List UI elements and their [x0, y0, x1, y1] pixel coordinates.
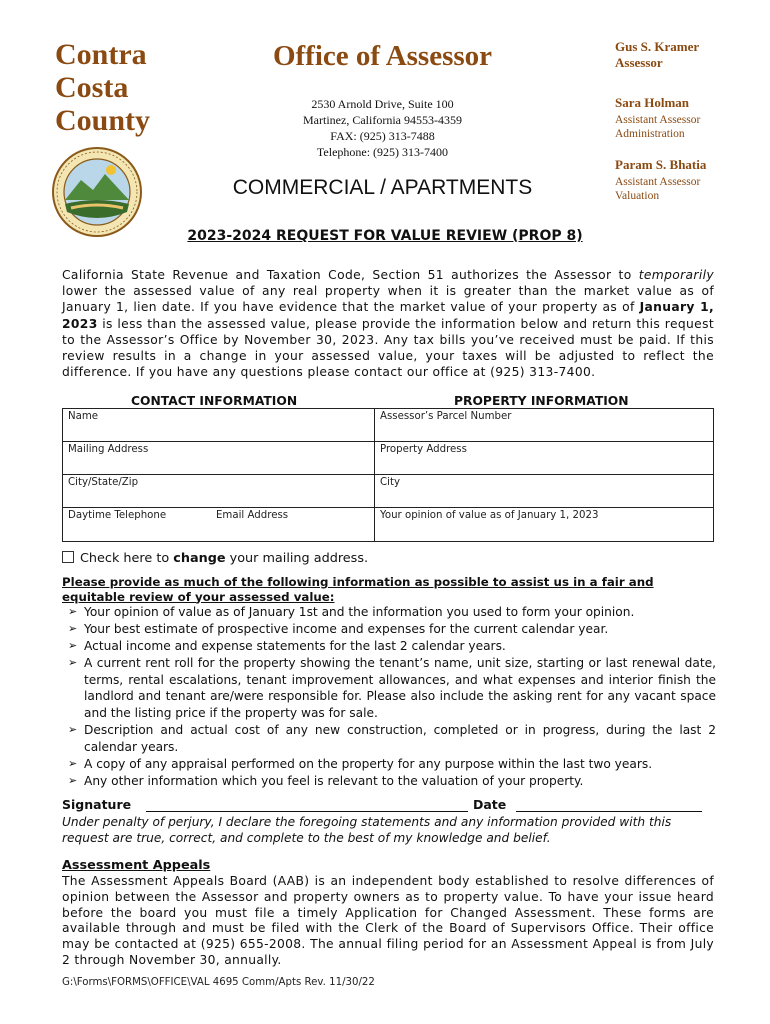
- city-state-zip-field[interactable]: [63, 475, 374, 507]
- document-type: COMMERCIAL / APARTMENTS: [232, 176, 533, 199]
- property-info-header: PROPERTY INFORMATION: [454, 394, 629, 408]
- list-item: [68, 621, 716, 638]
- field-label: City/State/Zip: [68, 477, 139, 488]
- mailing-change-checkbox[interactable]: [62, 551, 74, 563]
- staff-name: Sara Holman: [615, 95, 690, 110]
- county-name: [55, 38, 150, 137]
- list-item: [68, 722, 716, 755]
- field-label: Daytime Telephone: [68, 510, 167, 521]
- intro-text: California State Revenue and Taxation Code, Section 51 authorizes the Assessor to: [62, 268, 639, 282]
- field-label: Your opinion of value as of January 1, 2023: [380, 510, 599, 521]
- list-item-text: Your opinion of value as of January 1st and the information you used to form your opinion.: [84, 605, 635, 619]
- date-line[interactable]: [516, 797, 702, 812]
- list-item: [68, 604, 716, 621]
- name-field[interactable]: [63, 409, 374, 441]
- requested-info-list: [68, 604, 716, 790]
- field-label: Assessor’s Parcel Number: [380, 411, 512, 422]
- signature-line[interactable]: [146, 797, 468, 812]
- staff-title: Assessor: [615, 55, 663, 70]
- list-item-text: Any other information which you feel is relevant to the valuation of your property.: [84, 773, 584, 788]
- staff-list: [615, 39, 765, 203]
- arrow-bullet-icon: ➢: [68, 605, 78, 618]
- parcel-number-field[interactable]: [375, 409, 713, 441]
- intro-paragraph: [62, 267, 714, 380]
- field-label: City: [380, 477, 400, 488]
- address-line: FAX: (925) 313-7488: [330, 129, 435, 143]
- daytime-telephone-field[interactable]: [63, 508, 211, 541]
- contact-info-header: CONTACT INFORMATION: [131, 394, 298, 408]
- date-label: Date: [473, 797, 507, 812]
- arrow-bullet-icon: ➢: [68, 773, 78, 787]
- arrow-bullet-icon: ➢: [68, 656, 78, 670]
- staff-title: Assistant Assessor: [615, 176, 701, 188]
- provide-info-heading: Please provide as much of the following information as possible to assist us in a fair and equitable review of your assessed value:: [62, 575, 654, 604]
- field-label: Mailing Address: [68, 444, 149, 455]
- list-item: [68, 638, 716, 655]
- staff-name: Gus S. Kramer: [615, 39, 700, 54]
- perjury-statement: Under penalty of perjury, I declare the foregoing statements and any information provided with this request are true, correct, and complete to the best of my knowledge and belief.: [62, 815, 672, 845]
- checkbox-label-bold: change: [173, 551, 226, 566]
- form-footer: G:\Forms\FORMS\OFFICE\VAL 4695 Comm/Apts Rev. 11/30/22: [62, 977, 375, 988]
- city-field[interactable]: [375, 475, 713, 507]
- list-item-text: Your best estimate of prospective income and expenses for the current calendar year.: [84, 622, 609, 637]
- intro-emphasis: temporarily: [638, 268, 714, 282]
- list-item: [68, 773, 716, 790]
- signature-label: Signature: [62, 797, 132, 812]
- address-line: Telephone: (925) 313-7400: [316, 145, 449, 159]
- intro-text: lower the assessed value of any real property when it is greater than the market value as of January 1, lien date. If you have evidence that the market value of your property as of: [62, 284, 714, 315]
- staff-name: Param S. Bhatia: [615, 157, 707, 172]
- checkbox-label: Check here to: [80, 551, 174, 566]
- arrow-bullet-icon: ➢: [68, 756, 78, 770]
- office-title: Office of Assessor: [272, 40, 493, 72]
- field-label: Email Address: [216, 510, 289, 521]
- list-item-text: A current rent roll for the property showing the tenant’s name, unit size, starting or last renewal date, terms, rental escalations, tenant improvement allowances, and what expenses and interior finish the landlord and tenant are/were responsible for. Please also include the asking rent for any vacant space and the listing price if the property was for sale.: [84, 656, 716, 721]
- county-line: Contra: [55, 38, 147, 71]
- arrow-bullet-icon: ➢: [68, 622, 78, 636]
- intro-date: January 1, 2023: [62, 300, 714, 331]
- form-title: 2023-2024 REQUEST FOR VALUE REVIEW (PROP 8): [187, 228, 583, 244]
- office-address: [250, 96, 515, 160]
- mailing-change-row: [62, 551, 368, 566]
- county-line: County: [55, 104, 151, 137]
- list-item-text: Actual income and expense statements for the last 2 calendar years.: [84, 639, 506, 654]
- appeals-body: The Assessment Appeals Board (AAB) is an independent body established to resolve differences of opinion between the Assessor and property owners as to property value. To have your issue heard before the board you must file a timely Application for Changed Assessment. These forms are available through and must be filed with the Clerk of the Board of Supervisors Office. Their office may be contacted at (925) 655-2008. The annual filing period for an Assessment Appeal is from July 2 through November 30, annually.: [62, 874, 714, 967]
- list-item-text: Description and actual cost of any new construction, completed or in progress, during the last 2 calendar years.: [84, 723, 716, 754]
- arrow-bullet-icon: ➢: [68, 639, 78, 653]
- address-line: Martinez, California 94553-4359: [303, 113, 462, 127]
- checkbox-label: your mailing address.: [225, 551, 369, 566]
- list-item-text: A copy of any appraisal performed on the property for any purpose within the last two years.: [84, 756, 653, 771]
- email-address-field[interactable]: [211, 508, 374, 541]
- arrow-bullet-icon: ➢: [68, 723, 78, 737]
- mailing-address-field[interactable]: [63, 442, 374, 474]
- appeals-heading: Assessment Appeals: [62, 858, 211, 873]
- staff-title: Administration: [615, 128, 685, 140]
- property-address-field[interactable]: [375, 442, 713, 474]
- field-label: Name: [68, 411, 99, 422]
- county-line: Costa: [55, 71, 129, 104]
- field-label: Property Address: [380, 444, 467, 455]
- opinion-of-value-field[interactable]: [375, 508, 713, 541]
- address-line: 2530 Arnold Drive, Suite 100: [311, 97, 454, 111]
- staff-title: Assistant Assessor: [615, 114, 701, 126]
- staff-title: Valuation: [615, 190, 660, 202]
- list-item: [68, 655, 716, 721]
- info-form: [62, 408, 714, 542]
- intro-text: is less than the assessed value, please provide the information below and return this request to the Assessor’s Office by November 30, 2023. Any tax bills you’ve received must be paid. If this review results in a change in your assessed value, your taxes will be adjusted to reflect the difference. If you have any questions please contact our office at (925) 313-7400.: [62, 316, 714, 380]
- list-item: [68, 756, 716, 773]
- county-seal-logo: [51, 146, 143, 238]
